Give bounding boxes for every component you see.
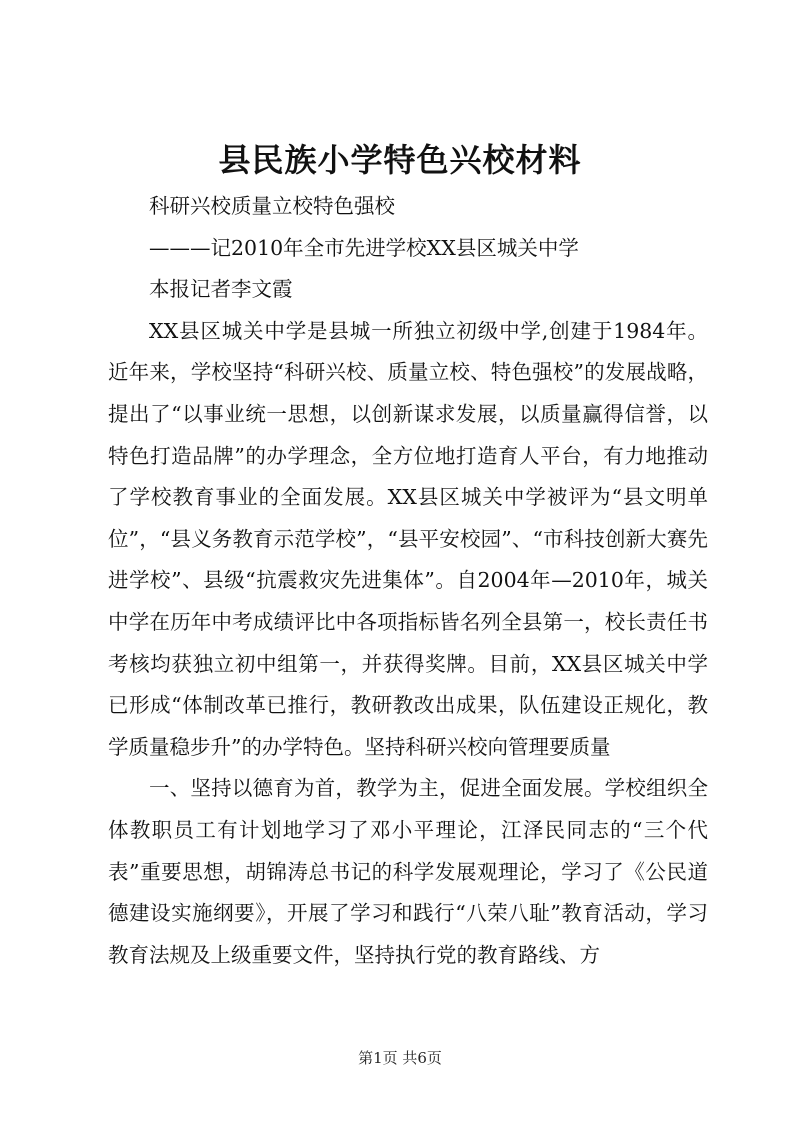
body-paragraph: 一、坚持以德育为首，教学为主，促进全面发展。学校组织全体教职员工有计划地学习了邓小平理论，江泽民同志的“三个代表”重要思想，胡锦涛总书记的科学发展观理论，学习了《公民道德建设实施纲要》，开展了学习和践行“八荣八耻”教育活动，学习教育法规及上级重要文件，坚持执行党的教育路线、方 <box>108 776 708 967</box>
subtitle-slogan: 科研兴校质量立校特色强校 <box>149 194 395 218</box>
page-number-footer: 第1页 共6页 <box>358 1049 442 1067</box>
document-title: 县民族小学特色兴校材料 <box>218 141 582 179</box>
body-paragraph: XX县区城关中学是县城一所独立初级中学,创建于1984年。近年来，学校坚持“科研兴校、质量立校、特色强校”的发展战略，提出了“以事业统一思想，以创新谋求发展，以质量赢得信誉，以特色打造品牌”的办学理念，全方位地打造育人平台，有力地推动了学校教育事业的全面发展。XX县区城关中学被评为“县文明单位”，“县义务教育示范学校”，“县平安校园”、“市科技创新大赛先进学校”、县级“抗震救灾先进集体”。自2004年—2010年，城关中学在历年中考成绩评比中各项指标皆名列全县第一，校长责任书考核均获独立初中组第一，并获得奖牌。目前，XX县区城关中学已形成“体制改革已推行，教研教改出成果，队伍建设正规化，教学质量稳步升”的办学特色。坚持科研兴校向管理要质量 <box>108 318 708 759</box>
document-body <box>108 186 708 976</box>
subtitle-record: ———记2010年全市先进学校XX县区城关中学 <box>149 235 579 260</box>
reporter-line: 本报记者李文霞 <box>149 277 293 302</box>
